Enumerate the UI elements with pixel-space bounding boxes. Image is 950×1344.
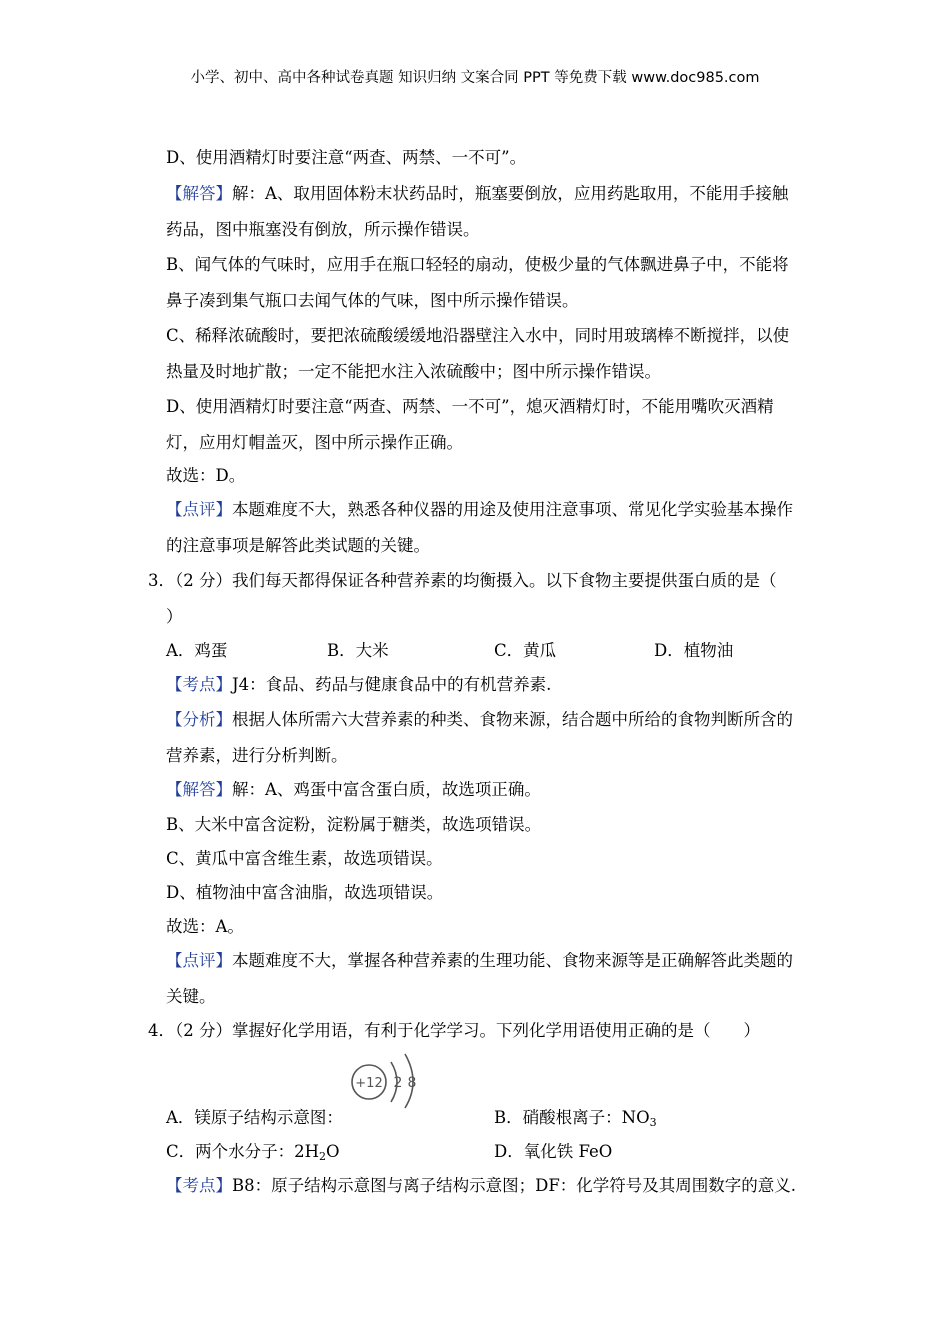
q3-choice: 故选：A。 bbox=[166, 917, 244, 936]
q3-option-a: A．鸡蛋 bbox=[166, 641, 228, 660]
q3-stem-line2: ） bbox=[166, 607, 183, 626]
q2-option-d: D、使用酒精灯时要注意“两查、两禁、一不可”。 bbox=[166, 148, 527, 167]
q2-choice: 故选：D。 bbox=[166, 466, 246, 485]
atom-shell1-count: 2 bbox=[393, 1075, 403, 1091]
atom-nucleus-label: +12 bbox=[355, 1076, 383, 1091]
q4-option-c: C．两个水分子：$2H_2O$ bbox=[166, 1142, 340, 1163]
q2-c-line1: C、稀释浓硫酸时，要把浓硫酸缓缓地沿器壁注入水中，同时用玻璃棒不断搅拌，以使 bbox=[166, 326, 790, 345]
q3-answer-b: B、大米中富含淀粉，淀粉属于糖类，故选项错误。 bbox=[166, 815, 542, 834]
q2-answer-line2: 药品，图中瓶塞没有倒放，所示操作错误。 bbox=[166, 220, 480, 239]
q3-stem-line1: 3．（2 分）我们每天都得保证各种营养素的均衡摄入。以下食物主要提供蛋白质的是（ bbox=[148, 571, 777, 590]
q2-d-line1: D、使用酒精灯时要注意“两查、两禁、一不可”，熄灭酒精灯时，不能用嘴吹灭酒精 bbox=[166, 397, 774, 416]
kaodian-tag: 【考点】 bbox=[166, 675, 232, 694]
kaodian-tag: 【考点】 bbox=[166, 1176, 232, 1195]
q2-comment-line2: 的注意事项是解答此类试题的关键。 bbox=[166, 536, 430, 555]
comment-tag: 【点评】 bbox=[166, 951, 232, 970]
atom-shell2-count: 8 bbox=[407, 1075, 417, 1091]
q2-b-line1: B、闻气体的气味时，应用手在瓶口轻轻的扇动，使极少量的气体飘进鼻子中，不能将 bbox=[166, 255, 789, 274]
q3-comment-line2: 关键。 bbox=[166, 987, 216, 1006]
q3-answer-d: D、植物油中富含油脂，故选项错误。 bbox=[166, 883, 444, 902]
fenxi-tag: 【分析】 bbox=[166, 710, 232, 729]
q3-option-b: B．大米 bbox=[327, 641, 389, 660]
q3-answer-c: C、黄瓜中富含维生素，故选项错误。 bbox=[166, 849, 443, 868]
page-header: 小学、初中、高中各种试卷真题 知识归纳 文案合同 PPT 等免费下载 www.doc985.com bbox=[190, 70, 760, 86]
q2-comment-line1: 【点评】本题难度不大，熟悉各种仪器的用途及使用注意事项、常见化学实验基本操作 bbox=[166, 500, 793, 519]
q3-fenxi-line1: 【分析】根据人体所需六大营养素的种类、食物来源，结合题中所给的食物判断所含的 bbox=[166, 710, 793, 729]
q3-answer-line1: 【解答】解：A、鸡蛋中富含蛋白质，故选项正确。 bbox=[166, 780, 541, 799]
q3-kaodian: 【考点】J4：食品、药品与健康食品中的有机营养素. bbox=[166, 675, 552, 694]
q3-option-c: C．黄瓜 bbox=[494, 641, 557, 660]
magnesium-atom-diagram bbox=[345, 1050, 435, 1110]
q4-option-b: B．硝酸根离子：$NO_3$ bbox=[494, 1108, 657, 1129]
q4-option-a: A．镁原子结构示意图： bbox=[166, 1108, 343, 1127]
q3-fenxi-line2: 营养素，进行分析判断。 bbox=[166, 746, 348, 765]
q4-stem: 4．（2 分）掌握好化学用语，有利于化学学习。下列化学用语使用正确的是（ ） bbox=[148, 1021, 760, 1040]
q4-option-d: D．氧化铁 FeO bbox=[494, 1142, 613, 1161]
q3-comment-line1: 【点评】本题难度不大，掌握各种营养素的生理功能、食物来源等是正确解答此类题的 bbox=[166, 951, 793, 970]
q2-c-line2: 热量及时地扩散；一定不能把水注入浓硫酸中；图中所示操作错误。 bbox=[166, 362, 661, 381]
answer-tag: 【解答】 bbox=[166, 780, 232, 799]
q4-kaodian: 【考点】B8：原子结构示意图与离子结构示意图；DF：化学符号及其周围数字的意义. bbox=[166, 1176, 797, 1195]
comment-tag: 【点评】 bbox=[166, 500, 232, 519]
answer-tag: 【解答】 bbox=[166, 184, 232, 203]
q3-option-d: D．植物油 bbox=[654, 641, 734, 660]
q2-d-line2: 灯，应用灯帽盖灭，图中所示操作正确。 bbox=[166, 433, 463, 452]
q2-answer-line1: 【解答】解：A、取用固体粉末状药品时，瓶塞要倒放，应用药匙取用，不能用手接触 bbox=[166, 184, 789, 203]
q2-b-line2: 鼻子凑到集气瓶口去闻气体的气味，图中所示操作错误。 bbox=[166, 291, 579, 310]
